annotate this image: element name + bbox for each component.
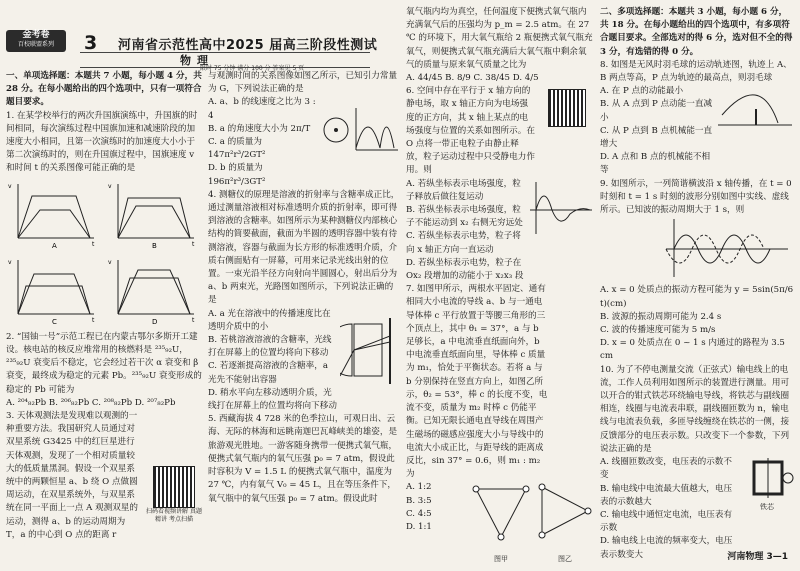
q3-option-b: B. a 的角速度大小为 2π/T	[208, 123, 311, 134]
graph-c-label: C	[52, 317, 57, 326]
svg-text:t: t	[92, 316, 95, 324]
q7-option-a: A. 1:2	[406, 482, 432, 493]
iron-core-label: 铁芯	[760, 503, 774, 512]
q4-option-b: B. 若桃溶液溶液的含糖率，光线打在屏幕上的位置均将向下移动	[208, 335, 332, 359]
paper-title: 河南省示范性高中2025 届高三阶段性测试	[118, 38, 378, 53]
graph-d	[108, 259, 195, 326]
q8-option-a: A. 在 P 点的动能最小	[600, 86, 684, 97]
q6-option-a: A. 若纵坐标表示电场强度，粒子释放后做往复运动	[406, 178, 521, 202]
q8-option-b: B. 从 A 点到 P 点动能一直减小	[600, 99, 713, 123]
question-7-options	[406, 481, 466, 534]
column-2	[208, 70, 400, 506]
question-8: 8. 如图是无风时羽毛球的运动轨迹图，轨迹上 A、B 两点等高，P 点为轨迹的最高点，则羽毛球	[600, 59, 792, 84]
question-9: 9. 如图所示，一列简谐横波沿 x 轴传播，在 t = 0 时刻和 t = 1 s 时刻的波形分别如图中实线、虚线所示。已知波的振动周期大于 1 s，则	[600, 178, 792, 216]
question-7-block	[406, 481, 594, 571]
q8-option-c: C. 从 P 点到 B 点机械能一直增大	[600, 125, 713, 150]
shuttlecock-trajectory-figure	[716, 79, 794, 129]
q7-option-b: B. 3:5	[406, 495, 432, 506]
qr-code-2[interactable]	[548, 89, 586, 127]
question-2: 2. “国铀一号”示范工程已在内蒙古鄂尔多斯开工建设。核电站的核反应堆常用的核燃料是 ²³⁵₉₂U，²³⁵₉₂U 衰变后不稳定，它会经过若干次 α 衰变和 β 衰变，最终成为稳定的元素 Pb。²³⁵₉₂U 衰变形成的稳定的 Pb 可能为	[6, 331, 202, 395]
q10-option-d: D. 输电线上电流的频率变大，电压表示数变大	[600, 536, 733, 560]
question-1: 1. 在某学校举行的两次升国旗演练中，升国旗的时间相同，每次演练过程中国旗加速和减速阶段的加速度大小相同，且第一次演练时的加速度大小小于第二次演练时的，则在升国旗过程中，国旗速度 v 和时间 t 的关系图像可能正确的是	[6, 110, 198, 174]
question-2-options: A. ²⁰⁴₈₂Pb B. ²⁰⁶₈₂Pb C. ²⁰⁸₈₂Pb D. ²⁰⁷₈₂Pb	[6, 397, 176, 408]
q9-option-a: A. x = 0 处质点的振动方程可能为 y = 5sin(5π/6 t)(cm)	[600, 285, 794, 309]
graph-a-label: A	[52, 241, 57, 250]
q10-option-a: A. 线圈匝数改变，电压表的示数不变	[600, 457, 732, 481]
q9-option-c: C. 波的传播速度可能为 5 m/s	[600, 325, 716, 336]
question-5: 5. 西藏海拔 4 728 米的色季拉山，可观日出、云海、无际的林海和远眺南迦巴瓦峰峡美的雄姿，是旅游观光胜地。一游客随身携带一便携式氧气瓶，便携式氧气瓶内的氧气压强 p₀ = 7 atm，假设此时容积为 V = 1.5 L 的便携式氧气瓶中，温度为 27 ℃，内有氧气 V₀ = 45 L，且在等压条件下，氧气瓶中的氧气压强 p₀ = 7 atm。假设此时	[208, 414, 398, 504]
svg-text:v: v	[8, 258, 12, 266]
question-5-options: A. 44/45 B. 8/9 C. 38/45 D. 4/5	[406, 73, 539, 84]
question-3-options	[208, 96, 318, 188]
logo-subtext: 百校联盟系列	[17, 41, 54, 48]
question-8-options	[600, 85, 716, 177]
q3-option-c: C. a 的质量为 147π²r³/2GT²	[208, 137, 266, 161]
graph-c	[8, 259, 95, 326]
svg-text:v: v	[8, 182, 12, 190]
question-1-figures	[6, 176, 202, 326]
question-10-options	[600, 456, 738, 562]
graph-b	[108, 183, 195, 250]
q6-option-c: C. 若纵坐标表示电势，粒子将向 x 轴正方向一直运动	[406, 231, 521, 255]
q7-option-d: D. 1:1	[406, 521, 432, 532]
svg-text:t: t	[192, 240, 195, 248]
refractometer-figure	[340, 314, 400, 394]
binary-star-figure	[320, 100, 400, 160]
q8-option-d: D. A 点和 B 点的机械能不相等	[600, 152, 711, 176]
question-6-options	[406, 178, 524, 284]
column-3	[406, 6, 594, 571]
svg-text:t: t	[192, 316, 195, 324]
q9-option-b: B. 波源的振动周期可能为 2.4 s	[600, 311, 722, 322]
triangle-figures	[470, 481, 592, 557]
qr-caption: 扫码看视频讲解 真题精讲 考点扫描	[146, 508, 202, 524]
svg-text:v: v	[108, 258, 112, 266]
q6-option-d: D. 若纵坐标表示电势，粒子在 Ox₂ 段增加的动能小于 x₂x₃ 段	[406, 257, 524, 282]
q10-option-c: C. 输电线中通恒定电流，电压表有示数	[600, 509, 733, 534]
page-footer: 河南物理 3—1	[727, 552, 788, 562]
question-3: 3. 天体观测法是发现难以观测的一种重要方法。我国研究人员通过对双星系统 G3425 中的红巨星进行天体观测，发现了一个相对质量较大的低质量黑洞。假设一个双星系统中的两颗恒星 a、b 绕 O 点做圆周运动，在双星系统外，与双星系统在同一平面上一点 A 观测双星的运动，测得 a、b 的运动周期为 T，a 的中心到 O 点的距离 r	[6, 411, 138, 540]
paper-number: 3	[84, 32, 98, 54]
q3-option-d: D. b 的质量为 196π²r³/3GT²	[208, 163, 266, 187]
question-6: 6. 空间中存在平行于 x 轴方向的静电场，取 x 轴正方向为电场强度的正方向，其 x 轴上某点的电场强度与位置的关系如图所示。在 O 点将一带正电粒子由静止释放，粒子运动过程中只受静电力作用。则	[406, 86, 535, 176]
brand-logo	[6, 30, 66, 52]
q6-option-b: B. 若纵坐标表示电场强度，粒子不能运动到 x₂ 右侧无穷远处	[406, 205, 523, 229]
column-4	[600, 6, 794, 562]
q7-option-c: C. 4:5	[406, 508, 432, 519]
q3-option-a: A. a、b 的线速度之比为 3 : 4	[208, 97, 316, 121]
figure-jia-label: 图甲	[494, 555, 508, 564]
paper-header	[0, 0, 400, 72]
question-3-continued: 与观测时间的关系图像如图乙所示，已知引力常量为 G，下列说法正确的是	[208, 71, 398, 95]
question-4: 4. 测糖仪的原理是溶液的折射率与含糖率成正比，通过测量溶液相对标准透明介质的折射率，即可得到溶液的含糖率。如图所示为某种测糖仪内部核心结构的简要截面，截面为半圆的透明容器中装有待测溶液，容器与截面为长方形的标准透明介质，介质右侧面贴有一屏幕，可用来记录光线出射的位置。一束光沿半径方向射向半圆圆心，射出后分为 a、b 两束光，光路图如图所示，下列说法正确的是	[208, 189, 400, 306]
wave-figure	[600, 217, 790, 279]
graph-d-label: D	[152, 317, 158, 326]
q4-option-c: C. 若逐渐提高溶液的含糖率，a 光先不能射出容器	[208, 361, 328, 385]
section-1-heading: 一、单项选择题：本题共 7 小题，每小题 4 分，共 28 分。在每小题给出的四个选项中，只有一项符合题目要求。	[6, 71, 202, 108]
clamp-meter-figure	[740, 458, 794, 512]
column-1	[6, 70, 202, 542]
question-7: 7. 如图甲所示，两根水平固定、通有相同大小电流的导线 a、b 与一通电导体棒 c 平行放置于等腰三角形的三个顶点上，其中 θ₁ = 37°，a 与 b 足够长，a 中电流垂直纸面向外，b 中电流垂直纸面向里，导体棒 c 质量为 m₁，恰处于平衡状态。若将 a 与 b 分别保持在竖直方向上，如图乙所示，θ₂ = 53°，棒 c 的长度不变，电流不变，质量为 m₂ 时棒 c 仍能平衡。已知无限长通电直导线在周围产生磁场的磁感应强度大小与导线中的电流大小成正比，与距导线的距离成反比，sin 37° = 0.6，则 m₁ : m₂ 为	[406, 284, 548, 480]
qr-code[interactable]	[153, 466, 195, 508]
q4-option-d: D. 稍水平向左移动透明介质，光线打在屏幕上的位置均将向下移动	[208, 387, 337, 412]
section-2-heading: 二、多项选择题：本题共 3 小题，每小题 6 分，共 18 分。在每小题给出的四个选项中，有多项符合题目要求。全部选对的得 6 分，选对但不全的得 3 分，有选错的得 0 分。	[600, 7, 793, 57]
q10-option-b: B. 输电线中电流最大值越大，电压表的示数越大	[600, 483, 733, 507]
q9-option-d: D. x = 0 处质点在 0 ~ 1 s 内通过的路程为 3.5 cm	[600, 338, 785, 362]
qr-block-1	[146, 466, 202, 524]
field-graph-figure	[526, 178, 594, 238]
question-4-options	[208, 308, 338, 414]
question-5-continued: 氧气瓶内均为真空，任何温度下便携式氧气瓶内充满氧气后的压强均为 p_m = 2.5 atm。在 27 ℃ 的环境下，用大氧气瓶给 2 瓶便携式氧气瓶充氧气，则便携式氧气瓶充满后大氧气瓶中剩余氧气的质量与原来氧气质量之比为	[406, 7, 593, 70]
question-10: 10. 为了不停电测量交流（正弦式）输电线上的电流，工作人员利用如图所示的装置进行测量。用可以开合的钳式铁芯环绕输电导线，将铁芯与副线圈相连，线圈与电流表串联，副线圈匝数为 n，输电线与电流表负载，多匝导线缠绕在铁芯的一侧，接反馈部分的电压表示数。只改变下一个参数，下列说法正确的是	[600, 364, 790, 454]
figure-yi-label: 图乙	[558, 555, 572, 564]
graph-b-label: B	[152, 241, 157, 250]
svg-text:t: t	[92, 240, 95, 248]
qr-block-2	[540, 89, 594, 127]
exam-meta: 限时 75 分钟 满分 100 分 答案见 5 页	[200, 65, 305, 72]
logo-text: 金考卷	[22, 30, 50, 40]
q4-option-a: A. a 光在溶液中的传播速度比在透明介质中的小	[208, 308, 331, 332]
svg-text:v: v	[108, 182, 112, 190]
subject-label: 物理	[180, 54, 214, 67]
graph-a	[8, 183, 95, 250]
